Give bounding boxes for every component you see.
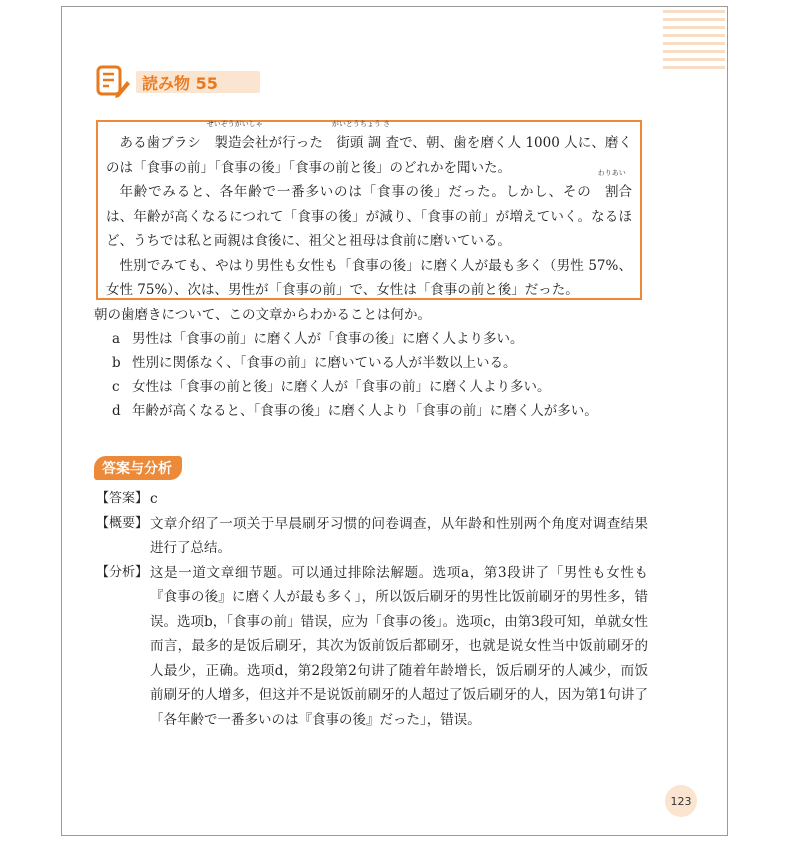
passage-paragraph-2: 年齢でみると、各年齢で一番多いのは「食事の後」だった。しかし、その わりあい 割合は、年齢が高くなるにつれて「食事の後」が減り、「食事の前」が増えていく。なるほど、うちでは私と両親は食後に、祖父と祖母は食前に磨いている。 <box>106 169 632 249</box>
option-b: b 性別に関係なく、「食事の前」に磨いている人が半数以上いる。 <box>112 355 517 371</box>
page <box>61 6 728 836</box>
answer-value: c <box>150 491 158 507</box>
heading-tab <box>136 71 260 93</box>
answer-row <box>96 487 648 512</box>
heading-title: 読み物 55 <box>142 73 218 93</box>
answer-section-title: 答案与分析 <box>94 456 182 480</box>
summary-label: 【概要】 <box>96 515 149 531</box>
passage-paragraph-1: ある歯ブラシ せいぞうがいしゃ 製造会社が行った がいとうちょう さ 街頭 調 査で、朝、歯を磨く人 1000 人に、磨くのは「食事の前」「食事の後」「食事の前と後」のどれかを聞いた。 <box>106 120 633 176</box>
corner-stripes-decoration <box>663 10 725 72</box>
question-block <box>94 303 654 423</box>
passage-paragraph-3: 性別でみても、やはり男性も女性も「食事の後」に磨く人が最も多く（男性 57%、女性 75%）、次は、男性が「食事の前」で、女性は「食事の前と後」だった。 <box>106 257 632 298</box>
analysis-text: 这是一道文章细节题。可以通过排除法解题。选项a，第3段讲了「男性も女性も『食事の後』に磨く人が最も多く」，所以饭后刷牙的男性比饭前刷牙的男性多，错误。选项b，「食事の前」错误，应为「食事の後」。选项c，由第3段可知，单就女性而言，最多的是饭后刷牙，其次为饭前饭后都刷牙，也就是说女性当中饭前刷牙的人最少，正确。选项d，第2段第2句讲了随着年龄增长，饭后刷牙的人减少，而饭前刷牙的人增多，但这并不是说饭前刷牙的人超过了饭后刷牙的人，因为第1句讲了「各年齢で一番多いのは『食事の後』だった」，错误。 <box>150 564 648 728</box>
ruby-word: わりあい 割合 <box>597 169 632 200</box>
summary-text: 文章介绍了一项关于早晨刷牙习惯的问卷调查，从年龄和性别两个角度对调查结果进行了总结。 <box>150 515 648 556</box>
answer-analysis <box>96 487 648 732</box>
document-pencil-icon <box>94 63 132 101</box>
analysis-row <box>96 561 648 733</box>
answer-label: 【答案】 <box>96 491 149 506</box>
option-c: c 女性は「食事の前と後」に磨く人が「食事の前」に磨く人より多い。 <box>112 379 551 395</box>
question-text: 朝の歯磨きについて、この文章からわかることは何か。 <box>94 307 431 323</box>
ruby-word: せいぞうがいしゃ 製造会社 <box>206 120 269 151</box>
analysis-label: 【分析】 <box>96 564 149 580</box>
option-a: a 男性は「食事の前」に磨く人が「食事の後」に磨く人より多い。 <box>112 331 524 347</box>
ruby-word: がいとうちょう さ 街頭 調 査 <box>331 120 400 151</box>
reading-passage <box>96 120 642 300</box>
section-heading <box>94 65 260 99</box>
page-number: 123 <box>665 785 697 817</box>
summary-row <box>96 512 648 561</box>
option-d: d 年齢が高くなると、「食事の後」に磨く人より「食事の前」に磨く人が多い。 <box>112 403 598 419</box>
